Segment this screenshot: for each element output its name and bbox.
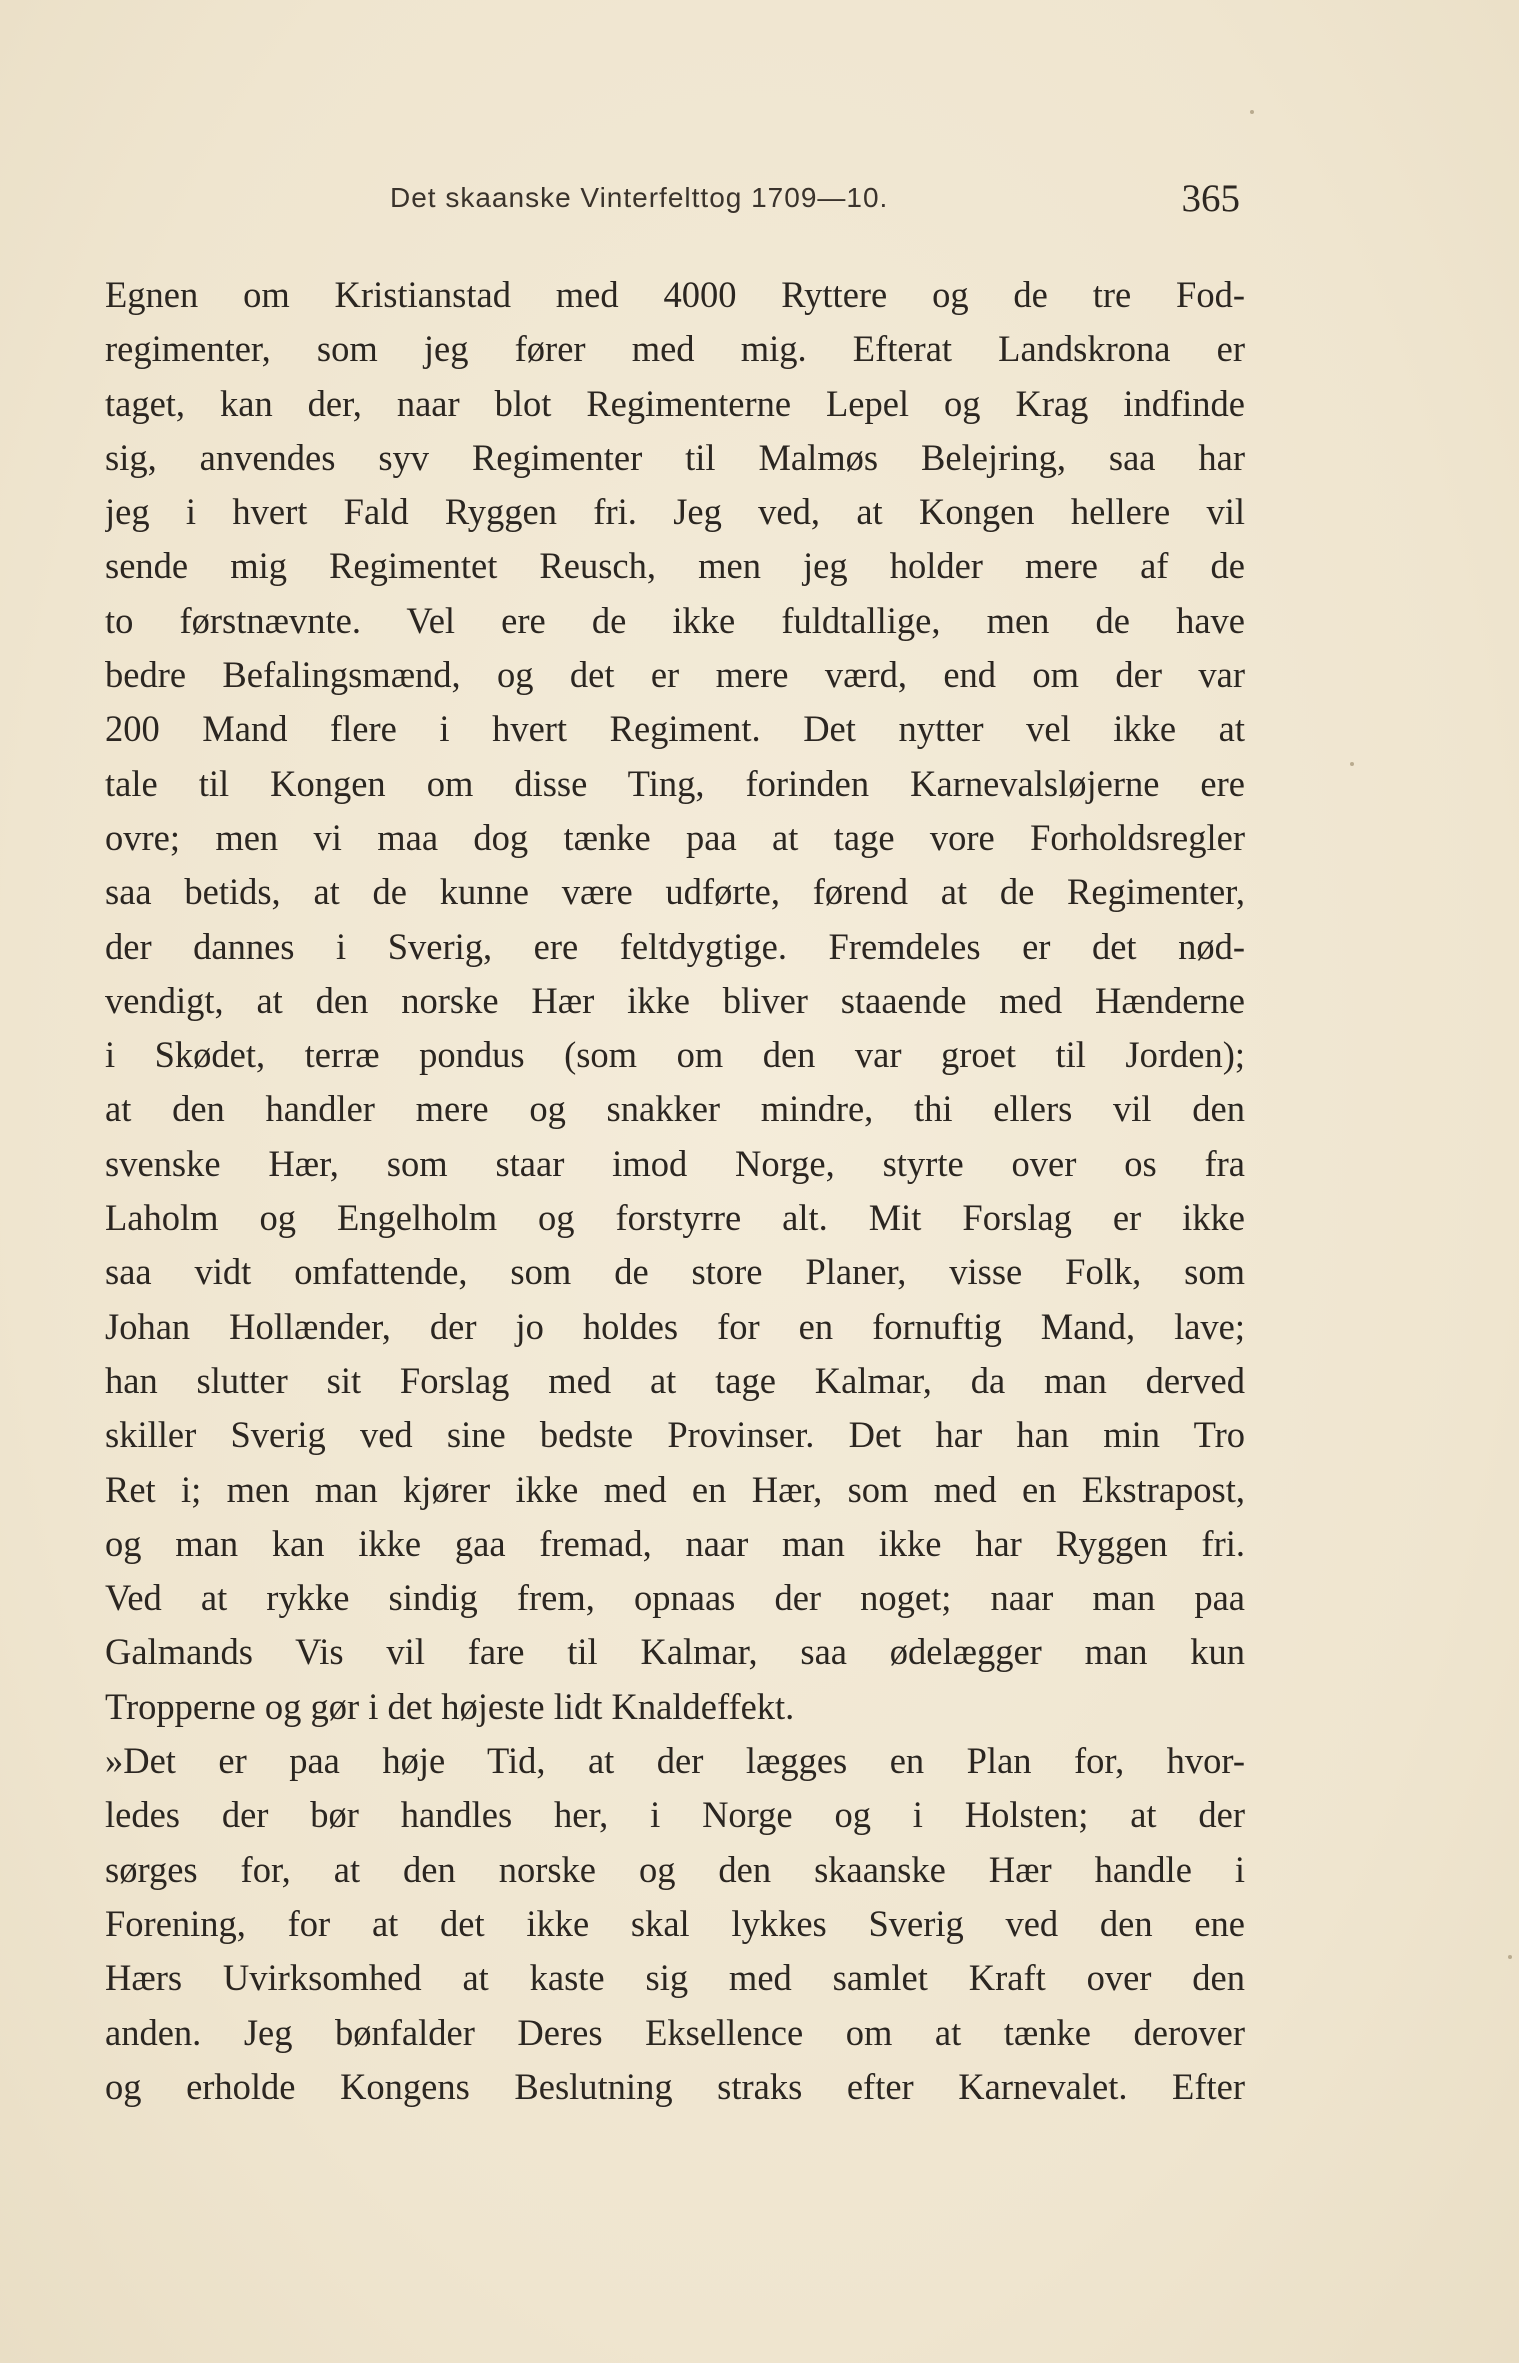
text-line: Johan Hollænder, der jo holdes for en fornuftig Mand, lave; [105, 1305, 1245, 1347]
text-line: 200 Mand flere i hvert Regiment. Det nytter vel ikke at [105, 708, 1245, 750]
text-line: to førstnævnte. Vel ere de ikke fuldtallige, men de have [105, 599, 1245, 641]
paper-speck [1508, 1955, 1512, 1959]
paper-speck [1250, 110, 1254, 114]
text-line: »Det er paa høje Tid, at der lægges en Plan for, hvor- [105, 1740, 1245, 1782]
body-text [105, 268, 1245, 2114]
text-line: taget, kan der, naar blot Regimenterne Lepel og Krag indfinde [105, 382, 1245, 424]
text-line: han slutter sit Forslag med at tage Kalmar, da man derved [105, 1359, 1245, 1401]
text-line: ledes der bør handles her, i Norge og i Holsten; at der [105, 1794, 1245, 1836]
text-line: og erholde Kongens Beslutning straks efter Karnevalet. Efter [105, 2065, 1245, 2107]
text-line: regimenter, som jeg fører med mig. Efterat Landskrona er [105, 328, 1245, 370]
paper-speck [1350, 762, 1354, 766]
text-line: sig, anvendes syv Regimenter til Malmøs Belejring, saa har [105, 436, 1245, 478]
running-title: Det skaanske Vinterfelttog 1709—10. [390, 182, 889, 213]
text-line: og man kan ikke gaa fremad, naar man ikke har Ryggen fri. [105, 1522, 1245, 1564]
text-line: skiller Sverig ved sine bedste Provinser. Det har han min Tro [105, 1414, 1245, 1456]
text-line: saa vidt omfattende, som de store Planer, visse Folk, som [105, 1251, 1245, 1293]
text-line: anden. Jeg bønfalder Deres Eksellence om at tænke derover [105, 2011, 1245, 2053]
text-line: sørges for, at den norske og den skaanske Hær handle i [105, 1848, 1245, 1890]
text-line: Galmands Vis vil fare til Kalmar, saa ødelægger man kun [105, 1631, 1245, 1673]
text-line: i Skødet, terræ pondus (som om den var groet til Jorden); [105, 1034, 1245, 1076]
text-line: ovre; men vi maa dog tænke paa at tage vore Forholdsregler [105, 816, 1245, 858]
running-head [390, 176, 1240, 226]
text-line: Hærs Uvirksomhed at kaste sig med samlet Kraft over den [105, 1957, 1245, 1999]
text-line: der dannes i Sverig, ere feltdygtige. Fremdeles er det nød- [105, 925, 1245, 967]
text-line: svenske Hær, som staar imod Norge, styrte over os fra [105, 1142, 1245, 1184]
text-line: Ved at rykke sindig frem, opnaas der noget; naar man paa [105, 1577, 1245, 1619]
text-line: sende mig Regimentet Reusch, men jeg holder mere af de [105, 545, 1245, 587]
text-line: bedre Befalingsmænd, og det er mere værd, end om der var [105, 654, 1245, 696]
text-line: Ret i; men man kjører ikke med en Hær, som med en Ekstrapost, [105, 1468, 1245, 1510]
text-line: jeg i hvert Fald Ryggen fri. Jeg ved, at Kongen hellere vil [105, 491, 1245, 533]
text-line: at den handler mere og snakker mindre, thi ellers vil den [105, 1088, 1245, 1130]
text-line: saa betids, at de kunne være udførte, førend at de Regimenter, [105, 871, 1245, 913]
text-line: Forening, for at det ikke skal lykkes Sverig ved den ene [105, 1902, 1245, 1944]
text-line: Laholm og Engelholm og forstyrre alt. Mit Forslag er ikke [105, 1197, 1245, 1239]
text-line: tale til Kongen om disse Ting, forinden Karnevalsløjerne ere [105, 762, 1245, 804]
text-line: Tropperne og gør i det højeste lidt Knaldeffekt. [105, 1685, 795, 1727]
text-line: vendigt, at den norske Hær ikke bliver staaende med Hænderne [105, 979, 1245, 1021]
text-line: Egnen om Kristianstad med 4000 Ryttere og de tre Fod- [105, 274, 1245, 315]
page-number: 365 [1181, 177, 1240, 220]
